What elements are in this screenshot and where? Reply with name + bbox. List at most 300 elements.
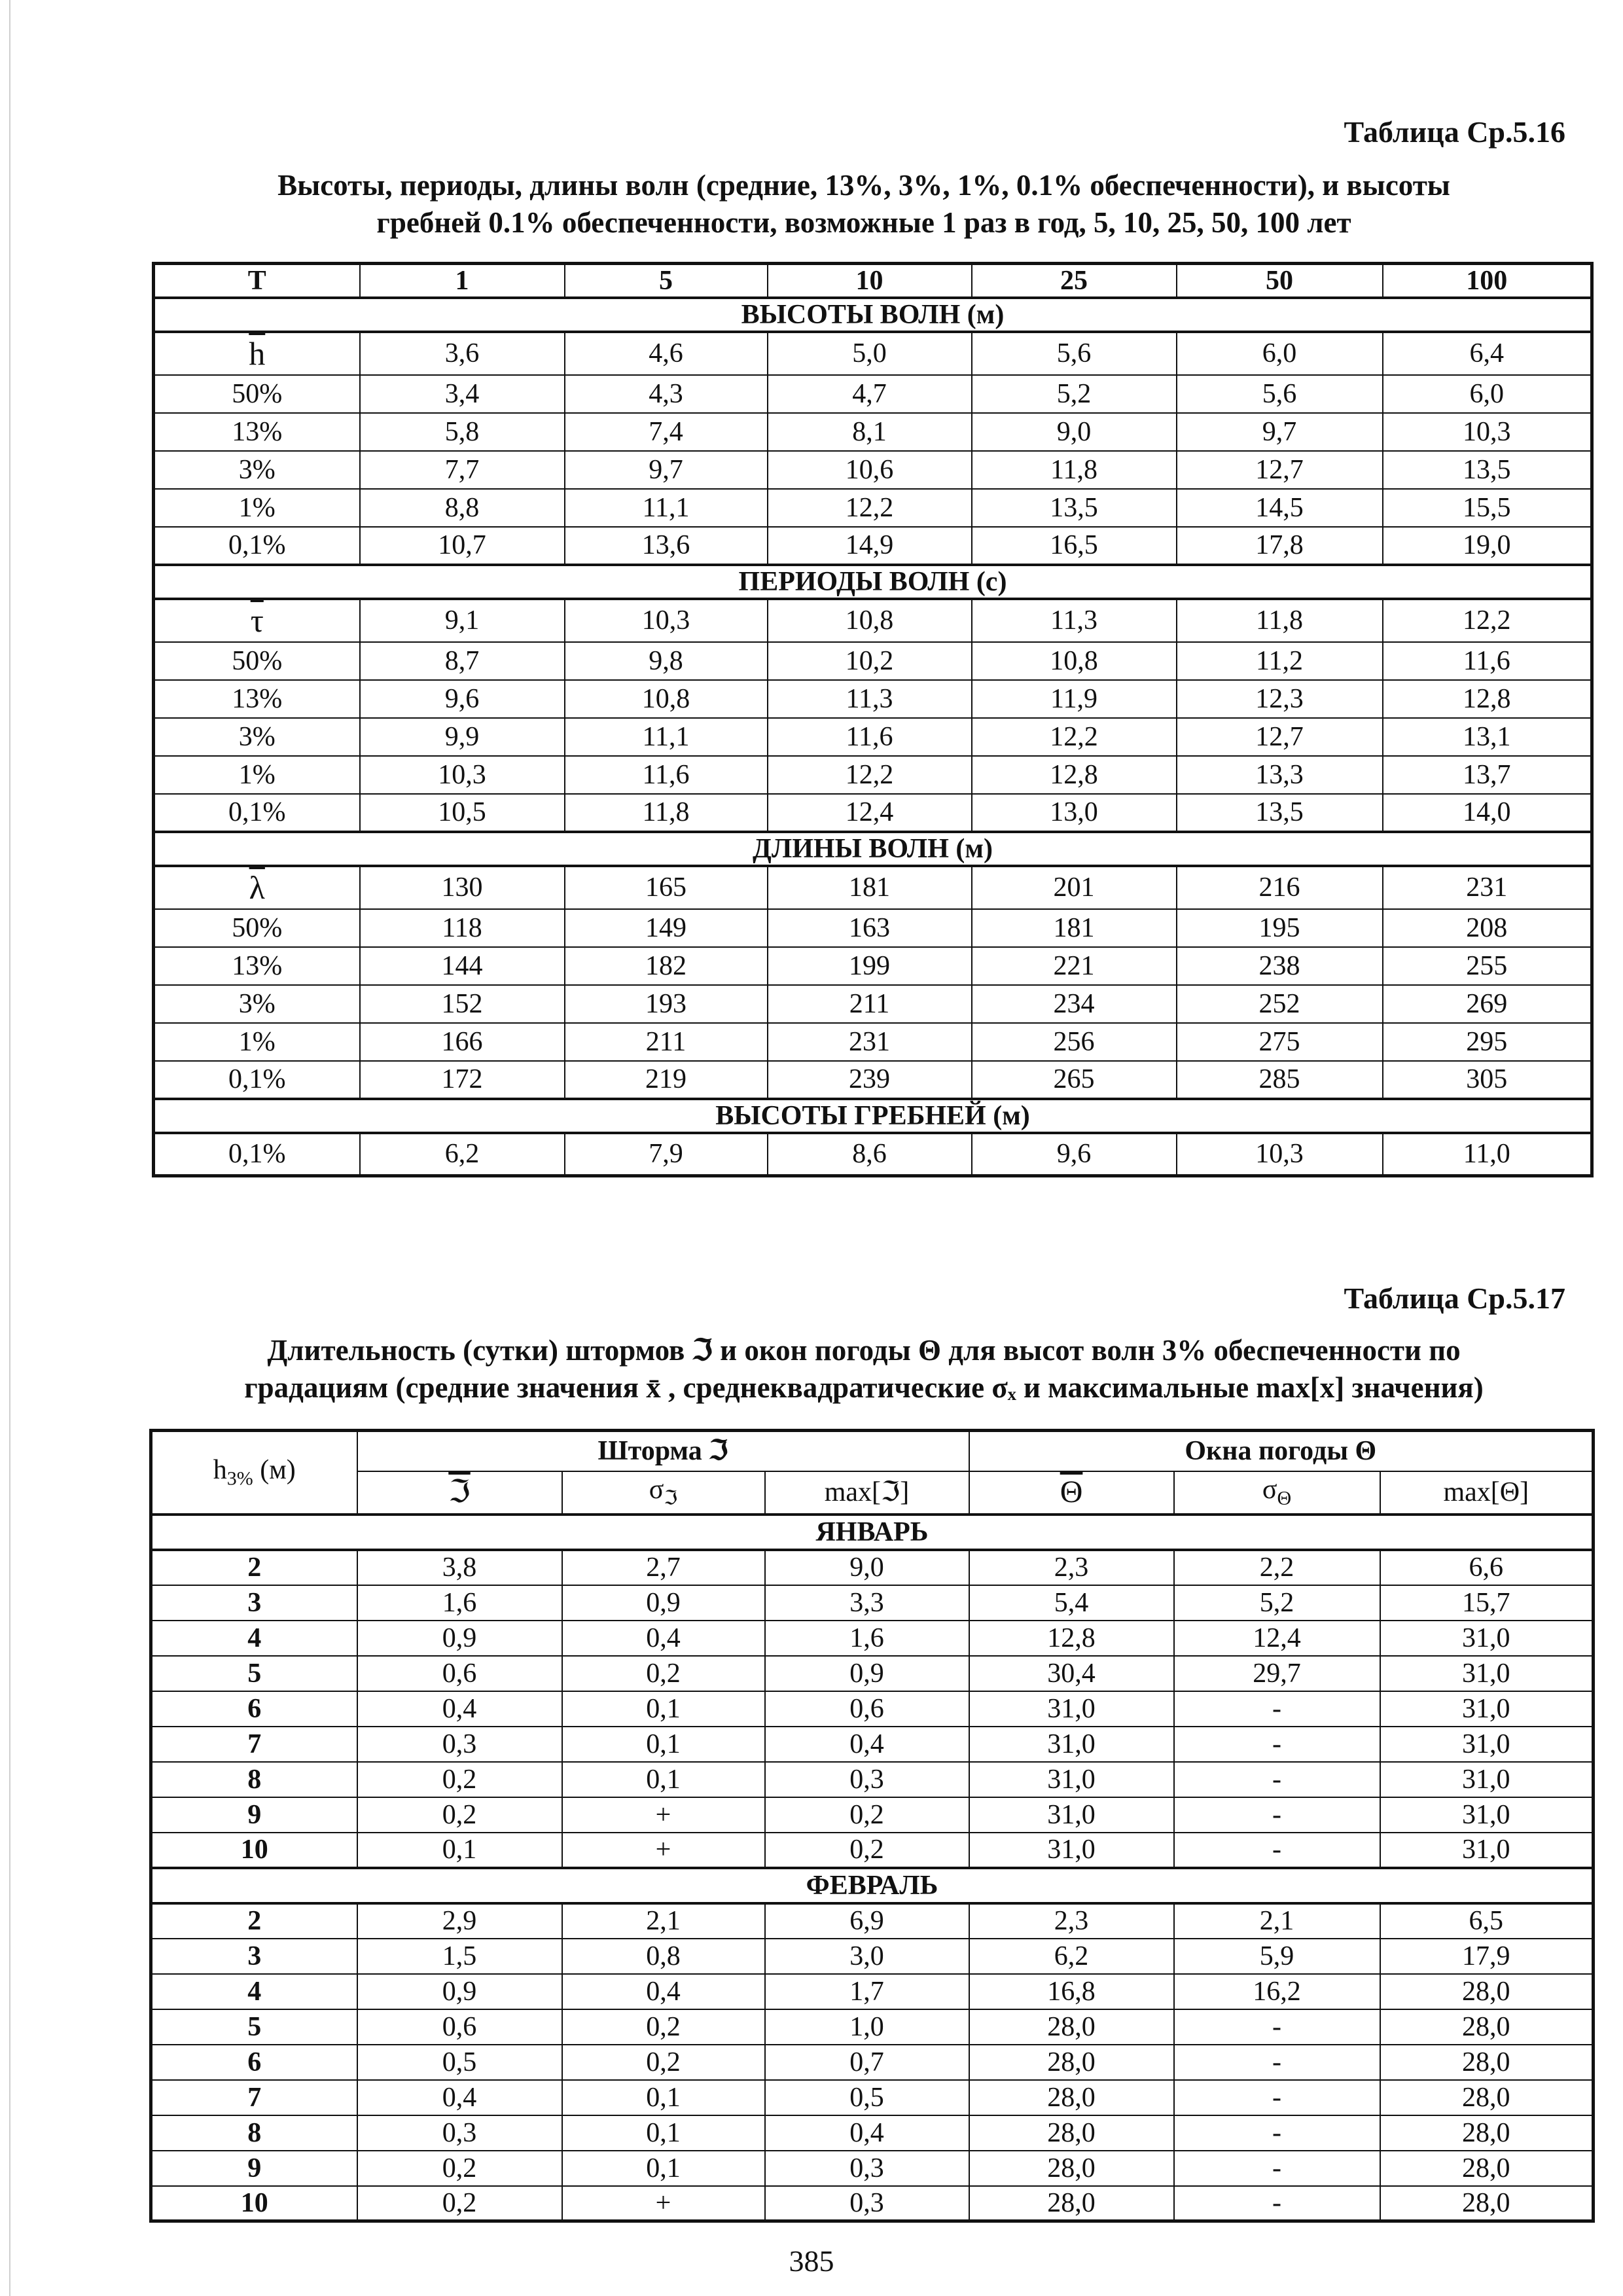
- table-cell: 14,0: [1383, 794, 1592, 832]
- table-cell: 4,6: [565, 332, 768, 375]
- table-cell: 2,2: [1174, 1550, 1380, 1585]
- table-row: [151, 2186, 1594, 2221]
- table-cell: 166: [360, 1023, 565, 1061]
- table-row: [151, 1762, 1594, 1797]
- table-cell: 11,1: [565, 718, 768, 756]
- row-label: 4: [151, 1974, 357, 2009]
- table-cell: 15,7: [1380, 1585, 1594, 1621]
- row-label-text: 3%: [238, 454, 276, 485]
- table-row: [151, 1550, 1594, 1585]
- table-cell: 11,3: [768, 680, 972, 718]
- table-cell: 275: [1177, 1023, 1383, 1061]
- table-row: [151, 2080, 1594, 2115]
- row-label: 10: [151, 1833, 357, 1868]
- table-cell: 12,2: [972, 718, 1177, 756]
- table-cell: 28,0: [969, 2045, 1174, 2080]
- caption-line: Высоты, периоды, длины волн (средние, 13%, 3%, 1%, 0.1% обеспеченности), и высоты: [277, 169, 1450, 202]
- section-row: [154, 832, 1592, 866]
- table-row: [154, 909, 1592, 947]
- section-title: ВЫСОТЫ ГРЕБНЕЙ (м): [154, 1099, 1592, 1133]
- table-cell: 10,3: [1177, 1133, 1383, 1176]
- table-cell: 11,8: [565, 794, 768, 832]
- table-cell: 9,9: [360, 718, 565, 756]
- row-label-text: 13%: [232, 683, 283, 714]
- table-cell: 10,8: [565, 680, 768, 718]
- table-cell: 5,0: [768, 332, 972, 375]
- header-cell-years: 50: [1177, 264, 1383, 298]
- table-cell: 14,9: [768, 527, 972, 565]
- table-cell: 0,2: [357, 1797, 562, 1833]
- table-cell: 211: [768, 985, 972, 1023]
- table-cell: 0,2: [562, 2009, 765, 2045]
- mean-symbol: ℑ: [448, 1475, 471, 1509]
- table-cell: 11,8: [1177, 599, 1383, 642]
- row-label: [154, 680, 360, 718]
- row-label: 9: [151, 1797, 357, 1833]
- table-row: [151, 1656, 1594, 1691]
- table-cell: -: [1174, 2115, 1380, 2151]
- table-cell: 12,8: [972, 756, 1177, 794]
- table-cell: 28,0: [1380, 1974, 1594, 2009]
- section-row: [154, 1099, 1592, 1133]
- table-cell: 3,8: [357, 1550, 562, 1585]
- table-cell: 255: [1383, 947, 1592, 985]
- row-label: 4: [151, 1621, 357, 1656]
- table-cell: 172: [360, 1061, 565, 1099]
- sigma-symbol: σ: [649, 1475, 664, 1505]
- table-cell: 221: [972, 947, 1177, 985]
- table-cell: 4,3: [565, 375, 768, 413]
- table-cell: 28,0: [1380, 2045, 1594, 2080]
- table-cell: 10,3: [1383, 413, 1592, 451]
- header-weather-windows: Окна погоды Θ: [969, 1431, 1594, 1471]
- table-cell: 5,9: [1174, 1939, 1380, 1974]
- table-cell: 31,0: [1380, 1797, 1594, 1833]
- max-symbol: max[Θ]: [1443, 1477, 1529, 1507]
- table-row: [154, 451, 1592, 489]
- sigma-subscript: Θ: [1277, 1487, 1292, 1509]
- table-cell: 13,6: [565, 527, 768, 565]
- table-cell: 13,5: [1383, 451, 1592, 489]
- row-label: [154, 599, 360, 642]
- row-label: [154, 489, 360, 527]
- table-cell: 29,7: [1174, 1656, 1380, 1691]
- table-cell: 11,1: [565, 489, 768, 527]
- row-label: 7: [151, 2080, 357, 2115]
- table-cell: -: [1174, 1833, 1380, 1868]
- table-cell: 305: [1383, 1061, 1592, 1099]
- table-cell: 5,8: [360, 413, 565, 451]
- row-label: 5: [151, 2009, 357, 2045]
- table-cell: 0,7: [765, 2045, 969, 2080]
- table-row: [151, 1903, 1594, 1939]
- table-cell: 12,4: [768, 794, 972, 832]
- storm-duration-table: [149, 1429, 1595, 2223]
- table-cell: -: [1174, 2009, 1380, 2045]
- sub-header-row: [151, 1471, 1594, 1515]
- table-cell: 182: [565, 947, 768, 985]
- table-cell: -: [1174, 1797, 1380, 1833]
- table-row: [154, 1061, 1592, 1099]
- sub-header-cell: [765, 1471, 969, 1515]
- table-label-5-16: Таблица Ср.5.16: [1344, 115, 1565, 149]
- table-cell: 0,9: [357, 1974, 562, 2009]
- row-label: 6: [151, 1691, 357, 1727]
- table-cell: 31,0: [1380, 1727, 1594, 1762]
- table-cell: 0,3: [765, 2186, 969, 2221]
- table-row: [151, 1797, 1594, 1833]
- table-cell: 30,4: [969, 1656, 1174, 1691]
- table-cell: 11,6: [1383, 642, 1592, 680]
- table-cell: 208: [1383, 909, 1592, 947]
- table-cell: 0,3: [357, 1727, 562, 1762]
- table-cell: 0,9: [562, 1585, 765, 1621]
- table-cell: 0,6: [357, 2009, 562, 2045]
- table-row: [151, 2115, 1594, 2151]
- row-label-text: 1%: [238, 492, 276, 523]
- wave-height-unit: (м): [253, 1455, 296, 1486]
- header-cell-years: 5: [565, 264, 768, 298]
- table-cell: 6,0: [1383, 375, 1592, 413]
- table-cell: 13,3: [1177, 756, 1383, 794]
- table-cell: 28,0: [969, 2186, 1174, 2221]
- row-label: [154, 718, 360, 756]
- row-label: 5: [151, 1656, 357, 1691]
- table-cell: 0,5: [357, 2045, 562, 2080]
- table-cell: 9,0: [972, 413, 1177, 451]
- row-label: 10: [151, 2186, 357, 2221]
- row-label-text: 13%: [232, 950, 283, 981]
- header-cell-years: 100: [1383, 264, 1592, 298]
- row-label-text: $\overline{\lambda}$: [249, 869, 265, 906]
- sub-header-cell: [969, 1471, 1174, 1515]
- table-cell: 15,5: [1383, 489, 1592, 527]
- table-cell: 8,7: [360, 642, 565, 680]
- caption-line: гребней 0.1% обеспеченности, возможные 1 раз в год, 5, 10, 25, 50, 100 лет: [376, 206, 1351, 239]
- table-row: [154, 599, 1592, 642]
- table-cell: 11,9: [972, 680, 1177, 718]
- table-cell: -: [1174, 2045, 1380, 2080]
- row-label: [154, 866, 360, 909]
- table-cell: 231: [768, 1023, 972, 1061]
- table-cell: 9,7: [1177, 413, 1383, 451]
- table-cell: -: [1174, 2151, 1380, 2186]
- table-cell: 181: [972, 909, 1177, 947]
- table-cell: 28,0: [1380, 2151, 1594, 2186]
- table-cell: 8,6: [768, 1133, 972, 1176]
- row-label: [154, 1023, 360, 1061]
- table-cell: 12,2: [768, 489, 972, 527]
- table-cell: 2,7: [562, 1550, 765, 1585]
- table-cell: 0,3: [357, 2115, 562, 2151]
- sigma-subscript: ℑ: [664, 1487, 678, 1509]
- row-label-text: $\overline{h}$: [249, 335, 266, 372]
- table-cell: 12,7: [1177, 718, 1383, 756]
- table-row: [154, 718, 1592, 756]
- table-cell: 6,2: [969, 1939, 1174, 1974]
- table-cell: 0,2: [765, 1797, 969, 1833]
- table-cell: 285: [1177, 1061, 1383, 1099]
- table-cell: 7,7: [360, 451, 565, 489]
- table-cell: 12,2: [1383, 599, 1592, 642]
- table-cell: 9,6: [360, 680, 565, 718]
- table-cell: 238: [1177, 947, 1383, 985]
- header-storms: Шторма ℑ: [357, 1431, 969, 1471]
- table-row: [154, 413, 1592, 451]
- table-row: [154, 1133, 1592, 1176]
- table-cell: 6,9: [765, 1903, 969, 1939]
- section-title: ДЛИНЫ ВОЛН (м): [154, 832, 1592, 866]
- table-cell: 5,6: [1177, 375, 1383, 413]
- table-cell: 11,6: [565, 756, 768, 794]
- row-label-text: 50%: [232, 378, 283, 409]
- table-cell: 6,4: [1383, 332, 1592, 375]
- table-cell: 0,1: [562, 2151, 765, 2186]
- group-header-row: [151, 1431, 1594, 1471]
- row-label: [154, 756, 360, 794]
- row-label: 6: [151, 2045, 357, 2080]
- table-cell: 6,0: [1177, 332, 1383, 375]
- table-cell: 0,1: [562, 1727, 765, 1762]
- table-cell: 10,7: [360, 527, 565, 565]
- row-label: [154, 642, 360, 680]
- table-cell: 6,6: [1380, 1550, 1594, 1585]
- row-label: 3: [151, 1585, 357, 1621]
- table-row: [154, 866, 1592, 909]
- table-cell: 12,2: [768, 756, 972, 794]
- row-label: [154, 1133, 360, 1176]
- table-cell: 181: [768, 866, 972, 909]
- table-cell: 8,8: [360, 489, 565, 527]
- table-label-5-17: Таблица Ср.5.17: [1344, 1282, 1565, 1315]
- table-cell: 13,7: [1383, 756, 1592, 794]
- row-label: [154, 375, 360, 413]
- table-cell: 0,3: [765, 1762, 969, 1797]
- table-cell: 11,8: [972, 451, 1177, 489]
- table-cell: 3,4: [360, 375, 565, 413]
- table-cell: 7,4: [565, 413, 768, 451]
- header-cell-years: 1: [360, 264, 565, 298]
- table-cell: 0,1: [357, 1833, 562, 1868]
- table-cell: 152: [360, 985, 565, 1023]
- row-label: [154, 1061, 360, 1099]
- table-cell: 28,0: [969, 2080, 1174, 2115]
- table-cell: 2,9: [357, 1903, 562, 1939]
- table-cell: 31,0: [1380, 1621, 1594, 1656]
- table-row: [151, 1585, 1594, 1621]
- table-cell: 11,3: [972, 599, 1177, 642]
- row-label-text: 50%: [232, 912, 283, 943]
- table-cell: 31,0: [969, 1727, 1174, 1762]
- table-cell: 2,3: [969, 1903, 1174, 1939]
- table-cell: 3,0: [765, 1939, 969, 1974]
- table-cell: -: [1174, 2080, 1380, 2115]
- table-cell: 3,6: [360, 332, 565, 375]
- row-label-text: 0,1%: [228, 797, 286, 827]
- table-row: [151, 2151, 1594, 2186]
- table-cell: 10,5: [360, 794, 565, 832]
- table-cell: 0,4: [562, 1974, 765, 2009]
- table-row: [151, 1833, 1594, 1868]
- table-cell: 9,7: [565, 451, 768, 489]
- section-row: [151, 1868, 1594, 1903]
- row-label: [154, 985, 360, 1023]
- table-row: [154, 1023, 1592, 1061]
- table-row: [154, 332, 1592, 375]
- table-cell: 31,0: [1380, 1833, 1594, 1868]
- row-label: 8: [151, 2115, 357, 2151]
- table-cell: 5,2: [972, 375, 1177, 413]
- table-row: [154, 375, 1592, 413]
- table-cell: 2,1: [562, 1903, 765, 1939]
- table-cell: 130: [360, 866, 565, 909]
- section-title: ПЕРИОДЫ ВОЛН (с): [154, 565, 1592, 599]
- header-wave-height: [151, 1431, 357, 1515]
- table-cell: 12,8: [1383, 680, 1592, 718]
- table-cell: 31,0: [969, 1833, 1174, 1868]
- table-cell: 16,5: [972, 527, 1177, 565]
- table-cell: 17,8: [1177, 527, 1383, 565]
- page-margin-line: [9, 0, 10, 2296]
- table-cell: 118: [360, 909, 565, 947]
- table-cell: 8,1: [768, 413, 972, 451]
- section-title: ВЫСОТЫ ВОЛН (м): [154, 298, 1592, 332]
- table-cell: 1,6: [357, 1585, 562, 1621]
- table-cell: +: [562, 1797, 765, 1833]
- row-label-text: 1%: [238, 759, 276, 790]
- table-cell: 9,6: [972, 1133, 1177, 1176]
- table-cell: 216: [1177, 866, 1383, 909]
- row-label-text: 3%: [238, 988, 276, 1019]
- table-cell: 2,1: [1174, 1903, 1380, 1939]
- table-cell: 1,5: [357, 1939, 562, 1974]
- table-cell: 0,6: [357, 1656, 562, 1691]
- table-cell: 5,6: [972, 332, 1177, 375]
- table-cell: 31,0: [1380, 1656, 1594, 1691]
- table-cell: 219: [565, 1061, 768, 1099]
- table-cell: 11,2: [1177, 642, 1383, 680]
- table-cell: 201: [972, 866, 1177, 909]
- table-cell: 269: [1383, 985, 1592, 1023]
- wave-height-symbol: h: [213, 1455, 227, 1486]
- table-cell: 265: [972, 1061, 1177, 1099]
- table-cell: 9,1: [360, 599, 565, 642]
- table-cell: 14,5: [1177, 489, 1383, 527]
- caption-line: Длительность (сутки) штормов ℑ и окон погоды Θ для высот волн 3% обеспеченности по: [267, 1334, 1461, 1367]
- table-cell: 239: [768, 1061, 972, 1099]
- sub-header-cell: [1174, 1471, 1380, 1515]
- table-cell: 17,9: [1380, 1939, 1594, 1974]
- table-cell: 234: [972, 985, 1177, 1023]
- section-row: [154, 298, 1592, 332]
- table-cell: 2,3: [969, 1550, 1174, 1585]
- table-cell: 0,2: [357, 2186, 562, 2221]
- table-cell: 195: [1177, 909, 1383, 947]
- row-label: [154, 909, 360, 947]
- table-cell: 31,0: [1380, 1691, 1594, 1727]
- table-cell: 10,3: [565, 599, 768, 642]
- caption-line: градациям (средние значения x̄ , среднеквадратические σₓ и максимальные max[x] значения): [244, 1371, 1484, 1404]
- wave-height-subscript: 3%: [226, 1467, 253, 1490]
- table-cell: +: [562, 1833, 765, 1868]
- table-cell: 0,1: [562, 1691, 765, 1727]
- row-label-text: $\overline{\tau}$: [250, 602, 264, 639]
- table-cell: 1,6: [765, 1621, 969, 1656]
- section-row: [154, 565, 1592, 599]
- table-cell: 16,8: [969, 1974, 1174, 2009]
- table-cell: 10,3: [360, 756, 565, 794]
- table-cell: 13,5: [1177, 794, 1383, 832]
- table-cell: 0,4: [765, 1727, 969, 1762]
- table-cell: 0,8: [562, 1939, 765, 1974]
- table-cell: 165: [565, 866, 768, 909]
- table-cell: 0,2: [562, 2045, 765, 2080]
- table-cell: 0,1: [562, 2080, 765, 2115]
- table-cell: 28,0: [969, 2115, 1174, 2151]
- sub-header-cell: [357, 1471, 562, 1515]
- table-row: [151, 1621, 1594, 1656]
- table-cell: 13,0: [972, 794, 1177, 832]
- table-cell: -: [1174, 1727, 1380, 1762]
- section-row: [151, 1515, 1594, 1550]
- table-cell: -: [1174, 1691, 1380, 1727]
- sub-header-cell: [1380, 1471, 1594, 1515]
- table-row: [151, 2045, 1594, 2080]
- table-cell: 9,0: [765, 1550, 969, 1585]
- table-cell: 0,4: [357, 2080, 562, 2115]
- table-cell: 10,2: [768, 642, 972, 680]
- header-cell-years: 25: [972, 264, 1177, 298]
- table-cell: -: [1174, 1762, 1380, 1797]
- table-cell: 10,6: [768, 451, 972, 489]
- row-label: [154, 794, 360, 832]
- table-cell: 0,2: [562, 1656, 765, 1691]
- table-cell: 7,9: [565, 1133, 768, 1176]
- row-label-text: 0,1%: [228, 1064, 286, 1094]
- table-cell: 0,9: [765, 1656, 969, 1691]
- row-label-text: 13%: [232, 416, 283, 447]
- header-cell-years: 10: [768, 264, 972, 298]
- row-label: [154, 332, 360, 375]
- table-cell: 11,6: [768, 718, 972, 756]
- table-cell: 28,0: [1380, 2186, 1594, 2221]
- table-cell: 231: [1383, 866, 1592, 909]
- table-row: [151, 1727, 1594, 1762]
- table-cell: 199: [768, 947, 972, 985]
- table-cell: 16,2: [1174, 1974, 1380, 2009]
- table-cell: 0,3: [765, 2151, 969, 2186]
- table-cell: 5,2: [1174, 1585, 1380, 1621]
- row-label: [154, 451, 360, 489]
- table-cell: 13,5: [972, 489, 1177, 527]
- table-cell: 252: [1177, 985, 1383, 1023]
- table-cell: 31,0: [969, 1762, 1174, 1797]
- table-row: [151, 1974, 1594, 2009]
- table-cell: 12,8: [969, 1621, 1174, 1656]
- table-row: [154, 489, 1592, 527]
- table-cell: 31,0: [1380, 1762, 1594, 1797]
- row-label-text: 3%: [238, 721, 276, 752]
- table-cell: 28,0: [969, 2151, 1174, 2186]
- table-cell: 10,8: [972, 642, 1177, 680]
- table-row: [154, 794, 1592, 832]
- table-cell: 6,5: [1380, 1903, 1594, 1939]
- table-cell: 11,0: [1383, 1133, 1592, 1176]
- row-label: [154, 413, 360, 451]
- table-cell: 1,7: [765, 1974, 969, 2009]
- table-cell: 144: [360, 947, 565, 985]
- row-label-text: 0,1%: [228, 1139, 286, 1170]
